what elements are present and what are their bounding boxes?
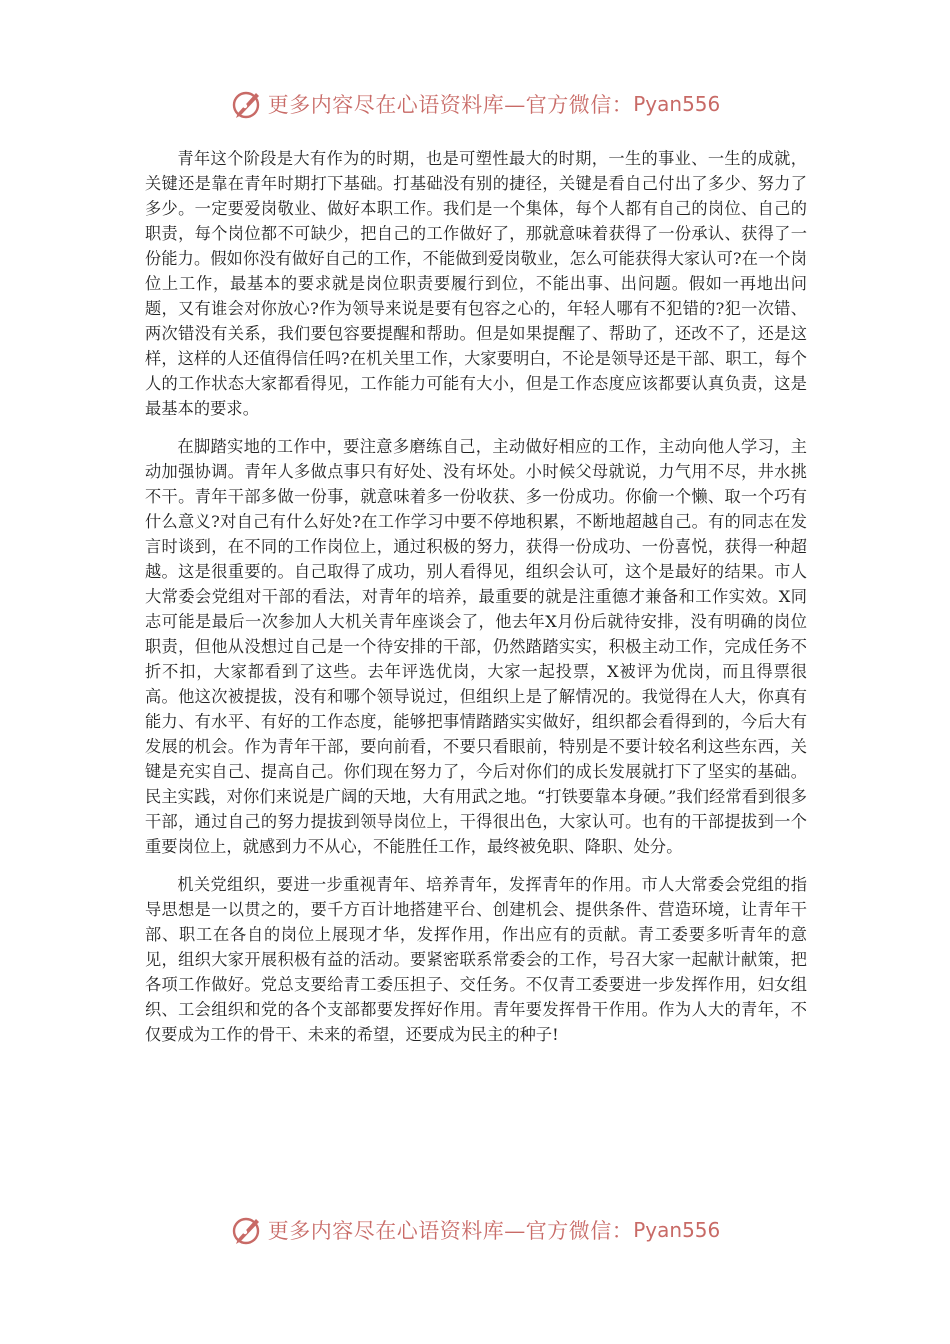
document-body bbox=[145, 146, 807, 1060]
header-banner bbox=[0, 84, 950, 124]
footer-banner bbox=[0, 1210, 950, 1250]
wechat-id: Pyan556 bbox=[633, 92, 721, 116]
banner-text: 更多内容尽在心语资料库—官方微信： bbox=[267, 1219, 634, 1243]
paragraph-3: 机关党组织，要进一步重视青年、培养青年，发挥青年的作用。市人大常委会党组的指导思想是一以贯之的，要千方百计地搭建平台、创建机会、提供条件、营造环境，让青年干部、职工在各自的岗位上展现才华，发挥作用，作出应有的贡献。青工委要多听青年的意见，组织大家开展积极有益的活动。要紧密联系常委会的工作，号召大家一起献计献策，把各项工作做好。党总支要给青工委压担子、交任务。不仅青工委要进一步发挥作用，妇女组织、工会组织和党的各个支部都要发挥好作用。青年要发挥骨干作用。作为人大的青年，不仅要成为工作的骨干、未来的希望，还要成为民主的种子! bbox=[145, 875, 807, 1044]
banner-text: 更多内容尽在心语资料库—官方微信： bbox=[267, 93, 634, 117]
paragraph-2: 在脚踏实地的工作中，要注意多磨练自己，主动做好相应的工作，主动向他人学习，主动加强协调。青年人多做点事只有好处、没有坏处。小时候父母就说，力气用不尽，井水挑不干。青年干部多做一份事，就意味着多一份收获、多一份成功。你偷一个懒、取一个巧有什么意义?对自己有什么好处?在工作学习中要不停地积累，不断地超越自己。有的同志在发言时谈到，在不同的工作岗位上，通过积极的努力，获得一份成功、一份喜悦，获得一种超越。这是很重要的。自己取得了成功，别人看得见，组织会认可，这个是最好的结果。市人大常委会党组对干部的看法，对青年的培养，最重要的就是注重德才兼备和工作实效。X同志可能是最后一次参加人大机关青年座谈会了，他去年X月份后就待安排，没有明确的岗位职责，但他从没想过自己是一个待安排的干部，仍然踏踏实实，积极主动工作，完成任务不折不扣，大家都看到了这些。去年评选优岗，大家一起投票，X被评为优岗，而且得票很高。他这次被提拔，没有和哪个领导说过，但组织上是了解情况的。我觉得在人大，你真有能力、有水平、有好的工作态度，能够把事情踏踏实实做好，组织都会看得到的，今后大有发展的机会。作为青年干部，要向前看，不要只看眼前，特别是不要计较名利这些东西，关键是充实自己、提高自己。你们现在努力了，今后对你们的成长发展就打下了坚实的基础。民主实践，对你们来说是广阔的天地，大有用武之地。“打铁要靠本身硬。”我们经常看到很多干部，通过自己的努力提拔到领导岗位上，干得很出色，大家认可。也有的干部提拔到一个重要岗位上，就感到力不从心，不能胜任工作，最终被免职、降职、处分。 bbox=[145, 437, 807, 856]
pen-circle-icon bbox=[230, 87, 264, 121]
wechat-id: Pyan556 bbox=[633, 1218, 721, 1242]
pen-circle-icon bbox=[230, 1213, 264, 1247]
paragraph-1: 青年这个阶段是大有作为的时期，也是可塑性最大的时期，一生的事业、一生的成就，关键还是靠在青年时期打下基础。打基础没有别的捷径，关键是看自己付出了多少、努力了多少。一定要爱岗敬业、做好本职工作。我们是一个集体，每个人都有自己的岗位、自己的职责，每个岗位都不可缺少，把自己的工作做好了，那就意味着获得了一份承认、获得了一份能力。假如你没有做好自己的工作，不能做到爱岗敬业，怎么可能获得大家认可?在一个岗位上工作，最基本的要求就是岗位职责要履行到位，不能出事、出问题。假如一再地出问题，又有谁会对你放心?作为领导来说是要有包容之心的，年轻人哪有不犯错的?犯一次错、两次错没有关系，我们要包容要提醒和帮助。但是如果提醒了、帮助了，还改不了，还是这样，这样的人还值得信任吗?在机关里工作，大家要明白，不论是领导还是干部、职工，每个人的工作状态大家都看得见，工作能力可能有大小，但是工作态度应该都要认真负责，这是最基本的要求。 bbox=[145, 149, 807, 418]
